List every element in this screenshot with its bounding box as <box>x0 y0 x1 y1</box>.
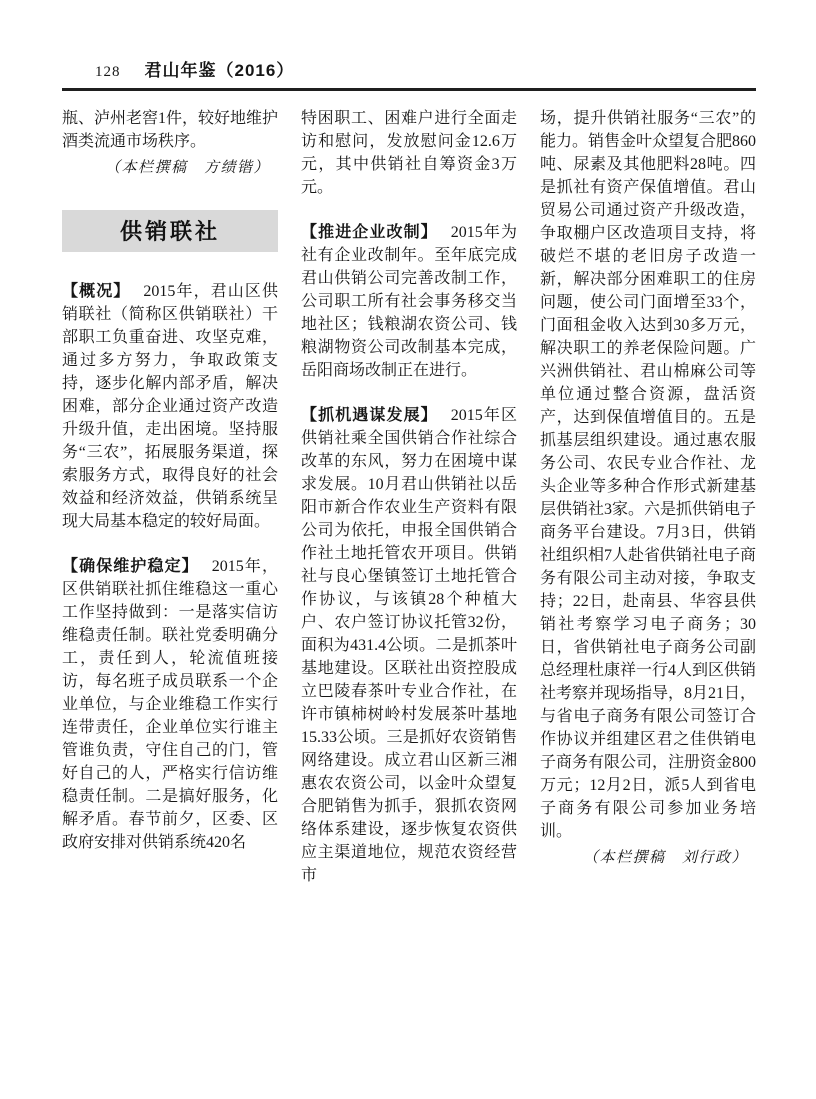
entry-seize-opportunity-label: 【抓机遇谋发展】 <box>301 407 438 424</box>
book-title: 君山年鉴（2016） <box>144 61 295 80</box>
page-number: 128 <box>95 64 121 80</box>
continuation-paragraph: 瓶、泸州老窖1件，较好地维护酒类流通市场秩序。 <box>62 110 279 150</box>
section-heading-box <box>62 210 278 252</box>
continuation-paragraph: 场，提升供销社服务“三农”的能力。销售金叶众望复合肥860吨、尿素及其他肥料28吨。四是抓社有资产保值增值。君山贸易公司通过资产升级改造，争取棚户区改造项目支持，将破烂不堪的老旧房子改造一新，解决部分困难职工的住房问题，使公司门面增至33个，门面租金收入达到30多万元，解决职工的养老保险问题。广兴洲供销社、君山棉麻公司等单位通过整合资源，盘活资产，达到保值增值目的。五是抓基层组织建设。通过惠农服务公司、农民专业合作社、龙头企业等多种合作形式新建基层供销社3家。六是抓供销电子商务平台建设。7月3日，供销社组织相7人赴省供销社电子商务有限公司主动对接，争取支持；22日，赴南县、华容县供销社考察学习电子商务；30日，省供销社电子商务公司副总经理杜康祥一行4人到区供销社考察并现场指导，8月21日，与省电子商务有限公司签订合作协议并组建区君之佳供销电子商务有限公司，注册资金800万元；12月2日，派5人到省电子商务有限公司参加业务培训。 <box>540 110 757 840</box>
entry-seize-opportunity <box>301 404 517 887</box>
column-1 <box>62 107 278 887</box>
entry-enterprise-reform-label: 【推进企业改制】 <box>301 224 438 241</box>
entry-maintain-stability <box>62 555 278 854</box>
continuation-paragraph: 特困职工、困难户进行全面走访和慰问，发放慰问金12.6万元，其中供销社自筹资金3万元。 <box>301 110 517 196</box>
header-line <box>62 56 756 81</box>
entry-enterprise-reform-text: 2015年为社有企业改制年。至年底完成君山供销公司完善改制工作，公司职工所有社会事务移交当地社区；钱粮湖农资公司、钱粮湖物资公司改制基本完成，岳阳商场改制正在进行。 <box>301 224 517 379</box>
entry-seize-opportunity-text: 2015年区供销社乘全国供销合作社综合改革的东风，努力在困境中谋求发展。10月君山供销社以岳阳市新合作农业生产资料有限公司为依托，申报全国供销合作社土地托管农开项目。供销社与良心堡镇签订土地托管合作协议，与该镇28个种植大户、农户签订协议托管32份，面积为431.4公顷。二是抓茶叶基地建设。区联社出资控股成立巴陵春茶叶专业合作社，在许市镇柿树岭村发展茶叶基地15.33公顷。三是抓好农资销售网络建设。成立君山区新三湘惠农农资公司，以金叶众望复合肥销售为抓手，狠抓农资网络体系建设，逐步恢复农资供应主渠道地位，规范农资经营市 <box>301 407 517 884</box>
entry-overview-text: 2015年，君山区供销联社（简称区供销联社）干部职工负重奋进、攻坚克难，通过多方努力，争取政策支持，逐步化解内部矛盾，解决困难，部分企业通过资产改造升级升值，走出困境。坚持服务“三农”，拓展服务渠道，探索服务方式，取得良好的社会效益和经济效益，供销系统呈现大局基本稳定的较好局面。 <box>62 283 278 530</box>
entry-maintain-stability-text: 2015年，区供销联社抓住维稳这一重心工作坚持做到：一是落实信访维稳责任制。联社党委明确分工，责任到人，轮流值班接访，每名班子成员联系一个企业单位，与企业维稳工作实行连带责任，企业单位实行谁主管谁负责，守住自己的门，管好自己的人，严格实行信访维稳责任制。二是搞好服务，化解矛盾。春节前夕，区委、区政府安排对供销系统420名 <box>62 558 278 851</box>
entry-enterprise-reform <box>301 221 517 382</box>
entry-overview-label: 【概况】 <box>62 283 131 300</box>
column-3 <box>540 107 756 887</box>
section-title: 供销联社 <box>119 219 220 244</box>
byline-previous-section: （本栏撰稿 方绩锴） <box>104 160 270 176</box>
column-2 <box>301 107 517 887</box>
content-columns <box>62 107 756 887</box>
header-rule <box>62 88 756 91</box>
entry-maintain-stability-label: 【确保维护稳定】 <box>62 558 199 575</box>
page-header <box>62 56 756 91</box>
byline-current-section: （本栏撰稿 刘行政） <box>582 850 748 866</box>
entry-overview <box>62 280 278 533</box>
